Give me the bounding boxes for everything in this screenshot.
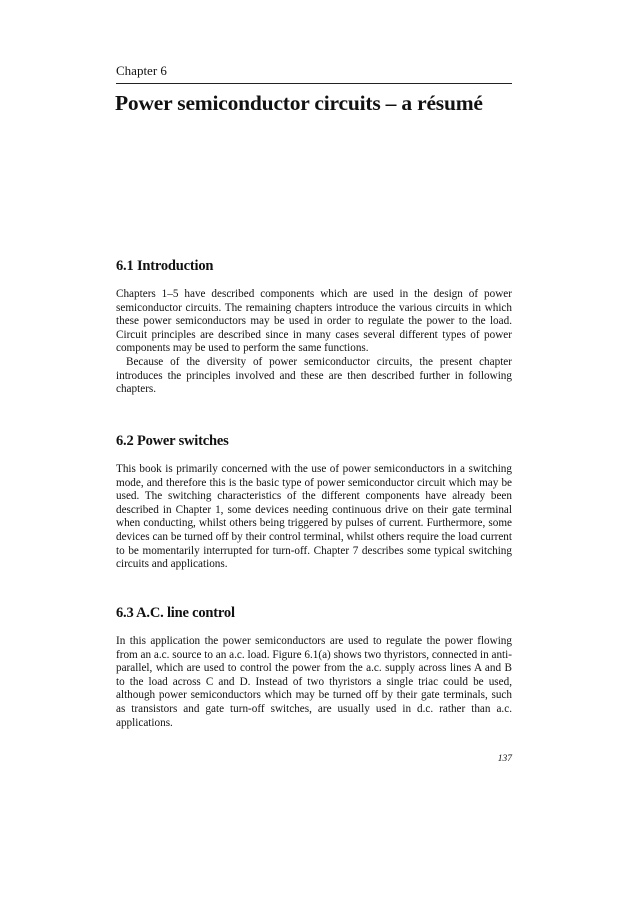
section-heading: 6.2 Power switches: [116, 433, 229, 449]
section-power-switches: [116, 432, 512, 572]
section-introduction: [116, 257, 512, 397]
section-heading: 6.1 Introduction: [116, 258, 214, 274]
paragraph: Because of the diversity of power semiconductor circuits, the present chapter introduces the principles involved and these are then described further in following chapters.: [116, 355, 512, 396]
chapter-label: Chapter 6: [116, 63, 167, 78]
chapter-rule: [116, 83, 512, 84]
paragraph: In this application the power semiconductors are used to regulate the power flowing from an a.c. source to an a.c. load. Figure 6.1(a) shows two thyristors, connected in anti-parallel, which are used to control the power from the a.c. supply across lines A and B to the load across C and D. Instead of two thyristors a single triac could be used, although power semiconductors which may be turned off by their gate terminals, such as transistors and gate turn-off switches, are usually used in d.c. rather than a.c. applications.: [116, 635, 512, 729]
paragraph: This book is primarily concerned with the use of power semiconductors in a switching mode, and therefore this is the basic type of power semiconductor circuit which may be used. The switching characteristics of the different components have already been described in Chapter 1, some devices needing continuous drive on their gate terminal when conducting, whilst others being triggered by pulses of current. Furthermore, some devices can be turned off by their control terminal, whilst others require the load current to be momentarily interrupted for turn-off. Chapter 7 describes some typical switching circuits and applications.: [116, 463, 512, 571]
chapter-title: Power semiconductor circuits – a résumé: [115, 91, 483, 115]
section-heading: 6.3 A.C. line control: [116, 605, 235, 621]
page-number: 137: [497, 754, 512, 764]
section-ac-line-control: [116, 604, 512, 730]
paragraph: Chapters 1–5 have described components which are used in the design of power semiconductor circuits. The remaining chapters introduce the various circuits in which these power semiconductors may be used in order to regulate the power to the load. Circuit principles are described since in many cases several different types of power components may be used to perform the same functions.: [116, 288, 512, 355]
